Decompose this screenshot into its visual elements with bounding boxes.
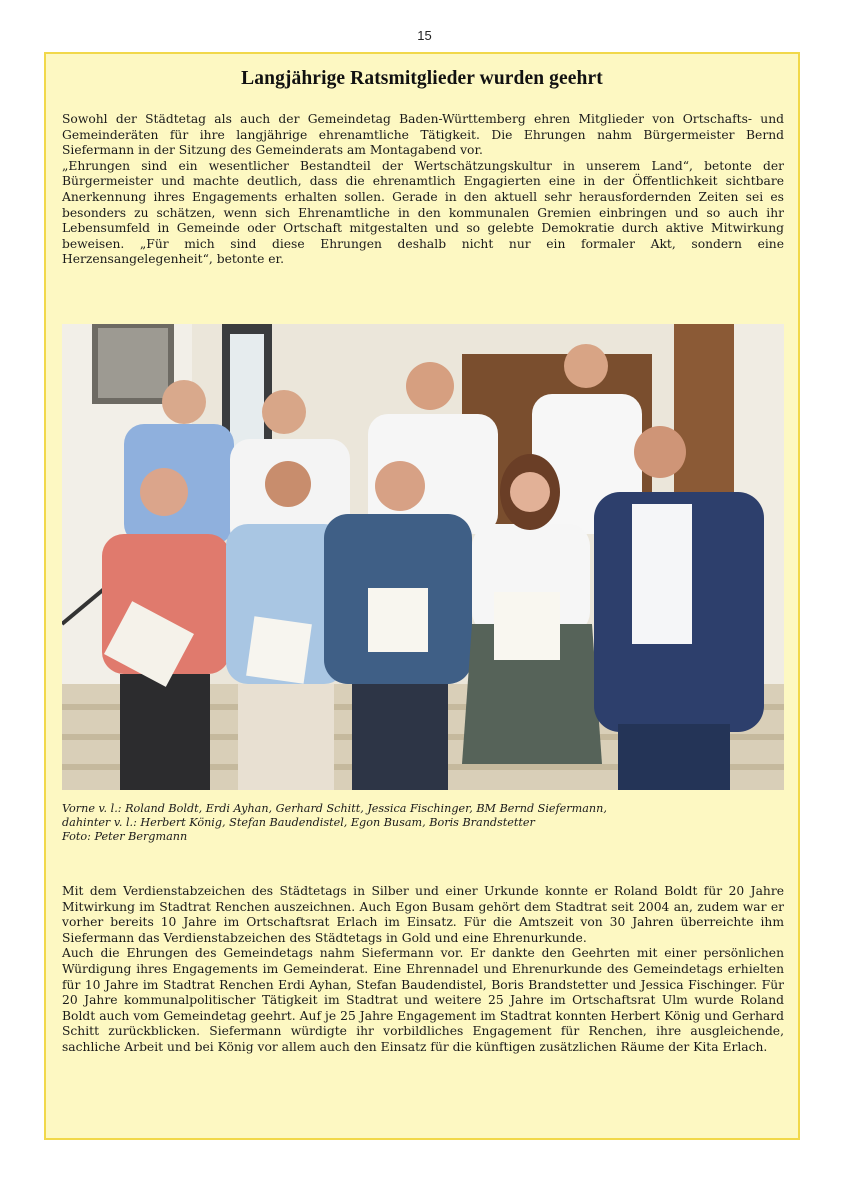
outro-paragraph: Auch die Ehrungen des Gemeindetags nahm Siefermann vor. Er dankte den Geehrten mit einer persönlichen Würdigung ihres Engagements im Gemeinderat. Eine Ehrennadel und Ehrenurkunde des Gemeindetags erhielten für 10 Jahre im Stadtrat Renchen Erdi Ayhan, Stefan Baudendistel, Boris Brandstetter und Jessica Fischinger. Für 20 Jahre kommunalpolitischer Tätigkeit im Stadtrat und weitere 25 Jahre im Ortschaftsrat Ulm wurde Roland Boldt auch vom Gemeindetag geehrt. Auf je 25 Jahre Engagement im Stadtrat konnten Herbert König und Gerhard Schitt zurückblicken. Siefermann würdigte ihr vorbildliches Engagement für Renchen, ihre ausgleichende, sachliche Arbeit und bei König vor allem auch den Einsatz für die künftigen zusätzlichen Räume der Kita Erlach.: [62, 946, 784, 1054]
page-number: 15: [417, 28, 432, 43]
article-headline: Langjährige Ratsmitglieder wurden geehrt: [241, 68, 603, 89]
group-photo: [62, 324, 784, 790]
intro-paragraph: Sowohl der Städtetag als auch der Gemeindetag Baden-Württemberg ehren Mitglieder von Ortschafts- und Gemeinderäten für ihre langjährige ehrenamtliche Tätigkeit. Die Ehrungen nahm Bürgermeister Bernd Siefermann in der Sitzung des Gemeinderats am Montagabend vor.: [62, 112, 784, 158]
article-box: [44, 52, 800, 1140]
intro-paragraph: „Ehrungen sind ein wesentlicher Bestandteil der Wertschätzungskultur in unserem Land“, betonte der Bürgermeister und machte deutlich, dass die ehrenamtlich Engagierten eine in der Öffentlichkeit sichtbare Anerkennung ihres Engagements erhalten sollen. Gerade in den aktuell sehr herausfordernden Zeiten sei es besonders zu schätzen, wenn sich Ehrenamtliche in den kommunalen Gremien einbringen und so auch ihr Lebensumfeld in Gemeinde oder Ortschaft mitgestalten und so gelebte Demokratie durch aktive Mitwirkung beweisen. „Für mich sind diese Ehrungen deshalb nicht nur ein formaler Akt, sondern eine Herzensangelegenheit“, betonte er.: [62, 158, 784, 267]
caption-line: dahinter v. l.: Herbert König, Stefan Baudendistel, Egon Busam, Boris Brandstetter: [62, 816, 535, 829]
outro-text: [62, 884, 784, 1056]
photo-credit: Foto: Peter Bergmann: [62, 830, 188, 843]
outro-paragraph: Mit dem Verdienstabzeichen des Städtetags in Silber und einer Urkunde konnte er Roland Boldt für 20 Jahre Mitwirkung im Stadtrat Renchen auszeichnen. Auch Egon Busam gehört dem Stadtrat seit 2004 an, zudem war er vorher bereits 10 Jahre im Ortschaftsrat Erlach im Einsatz. Für die Amtszeit von 30 Jahren überreichte ihm Siefermann das Verdienstabzeichen des Städtetags in Gold und eine Ehrenurkunde.: [62, 884, 784, 945]
intro-text: [62, 112, 784, 268]
caption-line: Vorne v. l.: Roland Boldt, Erdi Ayhan, Gerhard Schitt, Jessica Fischinger, BM Bernd Siefermann,: [62, 802, 607, 815]
photo-caption: [62, 802, 784, 844]
